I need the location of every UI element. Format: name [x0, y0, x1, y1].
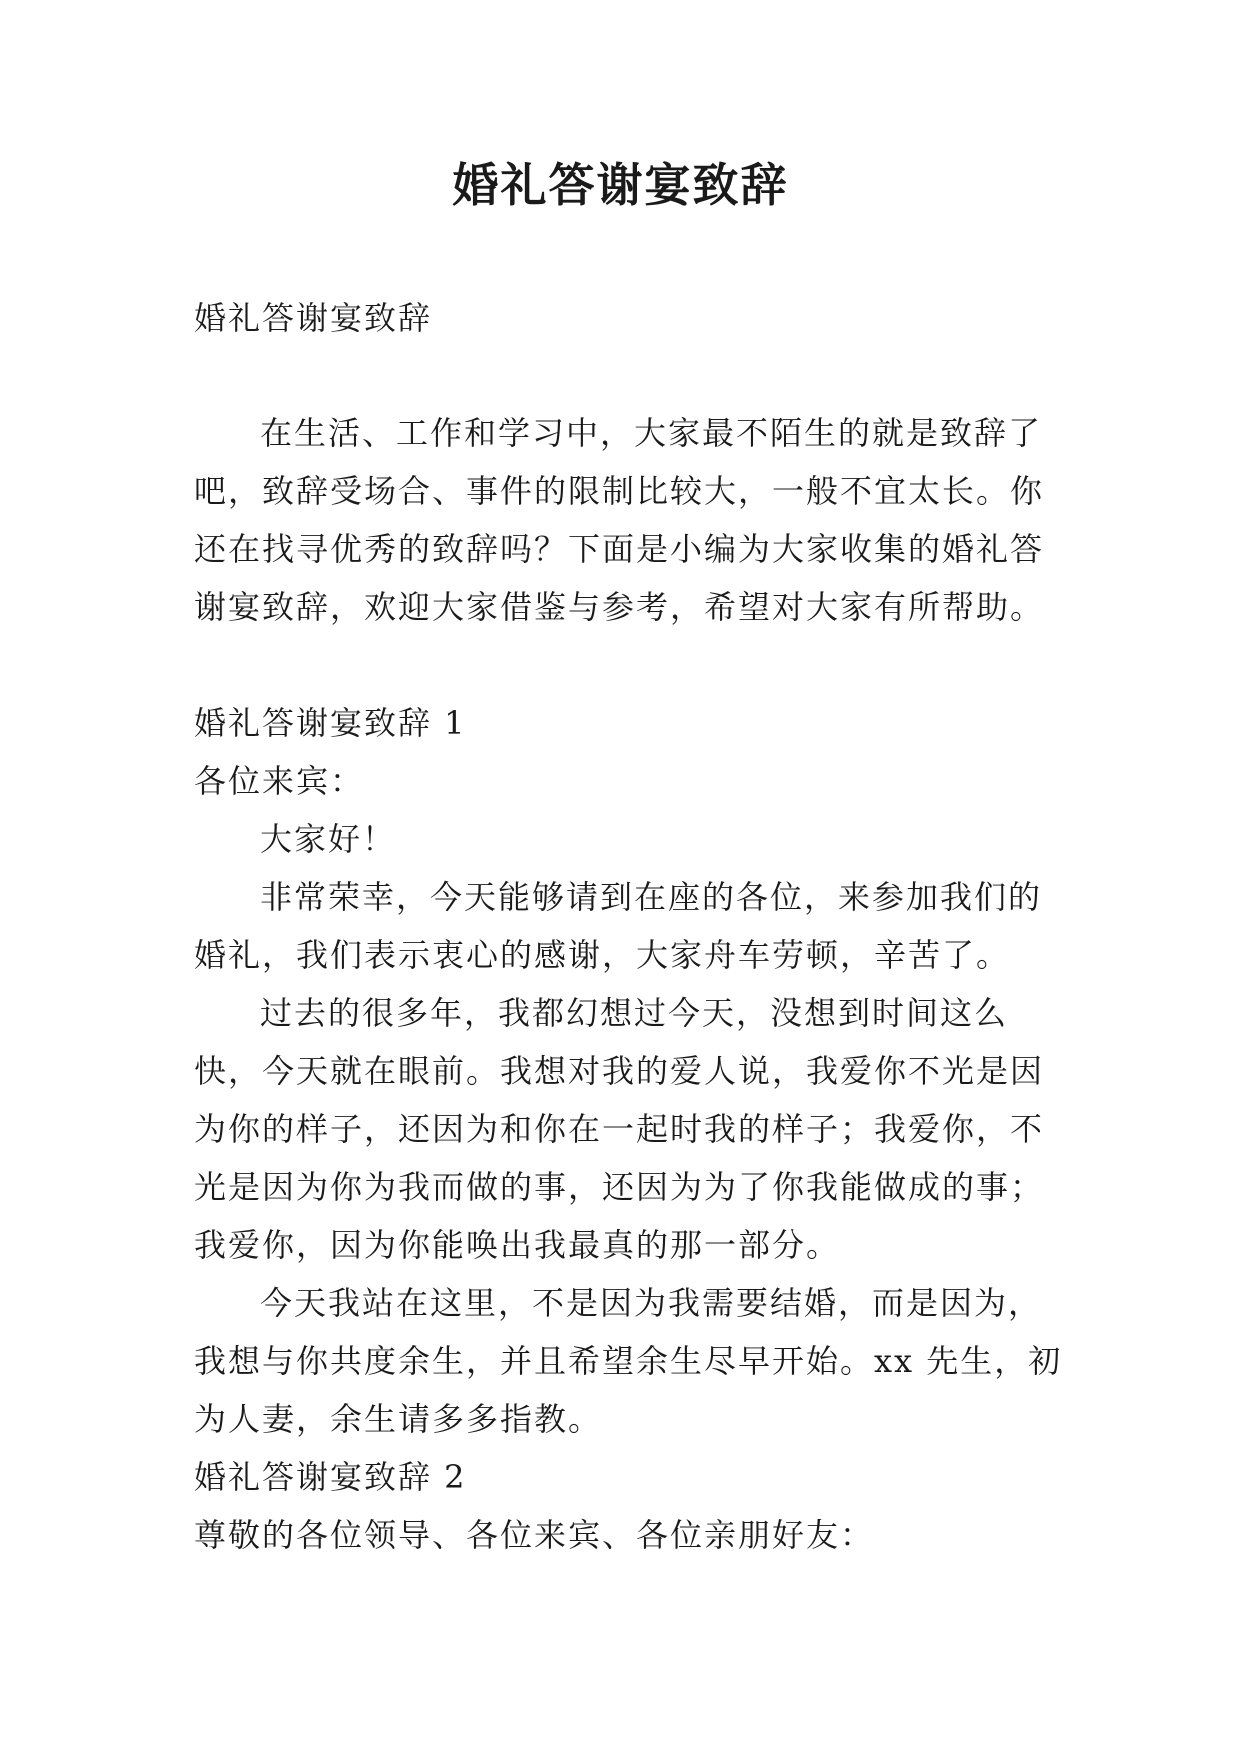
section-1-paragraph-2: 过去的很多年，我都幻想过今天，没想到时间这么快，今天就在眼前。我想对我的爱人说，我爱你不光是因为你的样子，还因为和你在一起时我的样子；我爱你，不光是因为你为我而做的事，还因为为了你我能做成的事；我爱你，因为你能唤出我最真的那一部分。 — [194, 994, 1045, 1264]
section-2-greeting: 尊敬的各位领导、各位来宾、各位亲朋好友： — [194, 1516, 875, 1554]
section-1-heading: 婚礼答谢宴致辞 1 — [194, 704, 467, 742]
section-1-paragraph-1: 非常荣幸，今天能够请到在座的各位，来参加我们的婚礼，我们表示衷心的感谢，大家舟车劳顿，辛苦了。 — [194, 878, 1043, 974]
intro-paragraph: 在生活、工作和学习中，大家最不陌生的就是致辞了吧，致辞受场合、事件的限制比较大，一般不宜太长。你还在找寻优秀的致辞吗？下面是小编为大家收集的婚礼答谢宴致辞，欢迎大家借鉴与参考，希望对大家有所帮助。 — [194, 414, 1045, 626]
section-1-hello: 大家好！ — [260, 820, 397, 858]
document-subtitle: 婚礼答谢宴致辞 — [194, 299, 433, 337]
section-1-greeting: 各位来宾： — [194, 762, 365, 800]
section-2-heading: 婚礼答谢宴致辞 2 — [194, 1458, 467, 1496]
document-title: 婚礼答谢宴致辞 — [452, 158, 789, 212]
section-1-paragraph-3: 今天我站在这里，不是因为我需要结婚，而是因为，我想与你共度余生，并且希望余生尽早开始。xx 先生，初为人妻，余生请多多指教。 — [194, 1284, 1063, 1438]
